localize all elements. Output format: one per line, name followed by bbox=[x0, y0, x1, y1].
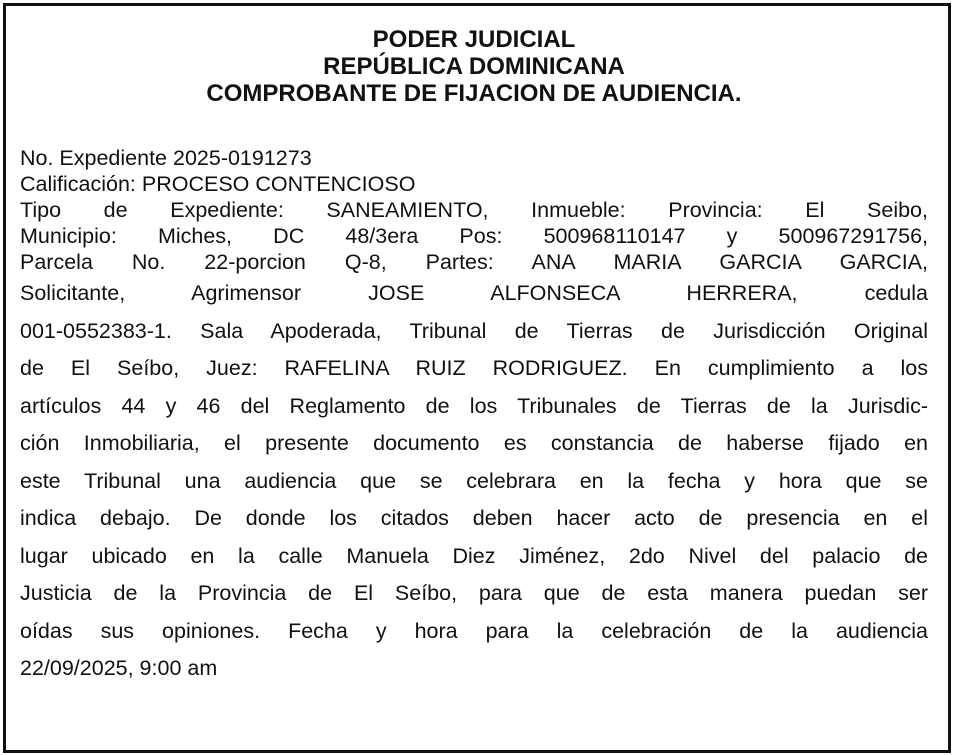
body-line: este Tribunal una audiencia que se celebrara en la fecha y hora que se bbox=[20, 468, 928, 493]
notice-body bbox=[20, 145, 928, 688]
body-line: ción Inmobiliaria, el presente documento es constancia de haberse fijado en bbox=[20, 431, 928, 455]
body-line: artículos 44 y 46 del Reglamento de los Tribunales de Tierras de la Jurisdic- bbox=[20, 393, 928, 418]
body-line: lugar ubicado en la calle Manuela Diez Jiménez, 2do Nivel del palacio de bbox=[20, 543, 928, 568]
body-line: Municipio: Miches, DC 48/3era Pos: 500968110147 y 500967291756, bbox=[20, 224, 928, 248]
body-line: 001-0552383-1. Sala Apoderada, Tribunal de Tierras de Jurisdicción Original bbox=[20, 318, 928, 343]
calificacion: Calificación: PROCESO CONTENCIOSO bbox=[20, 172, 416, 196]
body-line: Justicia de la Provincia de El Seíbo, para que de esta manera puedan ser bbox=[20, 581, 928, 605]
body-line: Tipo de Expediente: SANEAMIENTO, Inmueble: Provincia: El Seibo, bbox=[20, 198, 928, 222]
body-line: Solicitante, Agrimensor JOSE ALFONSECA HERRERA, cedula bbox=[20, 281, 928, 305]
body-line: de El Seíbo, Juez: RAFELINA RUIZ RODRIGUEZ. En cumplimiento a los bbox=[20, 356, 928, 380]
heading-poder-judicial: PODER JUDICIAL bbox=[372, 26, 576, 53]
heading-comprobante-title: COMPROBANTE DE FIJACION DE AUDIENCIA. bbox=[206, 80, 742, 107]
expediente-number: No. Expediente 2025-0191273 bbox=[20, 146, 312, 170]
notice-heading bbox=[0, 26, 948, 107]
notice-body-bottom bbox=[20, 275, 928, 688]
notice-body-top bbox=[20, 145, 928, 275]
body-line: indica debajo. De donde los citados deben hacer acto de presencia en el bbox=[20, 506, 928, 530]
body-line: oídas sus opiniones. Fecha y hora para la celebración de la audiencia bbox=[20, 618, 928, 643]
heading-republica-dominicana: REPÚBLICA DOMINICANA bbox=[323, 53, 625, 80]
hearing-datetime: 22/09/2025, 9:00 am bbox=[20, 656, 218, 680]
body-line: Parcela No. 22-porcion Q-8, Partes: ANA MARIA GARCIA GARCIA, bbox=[20, 250, 928, 274]
